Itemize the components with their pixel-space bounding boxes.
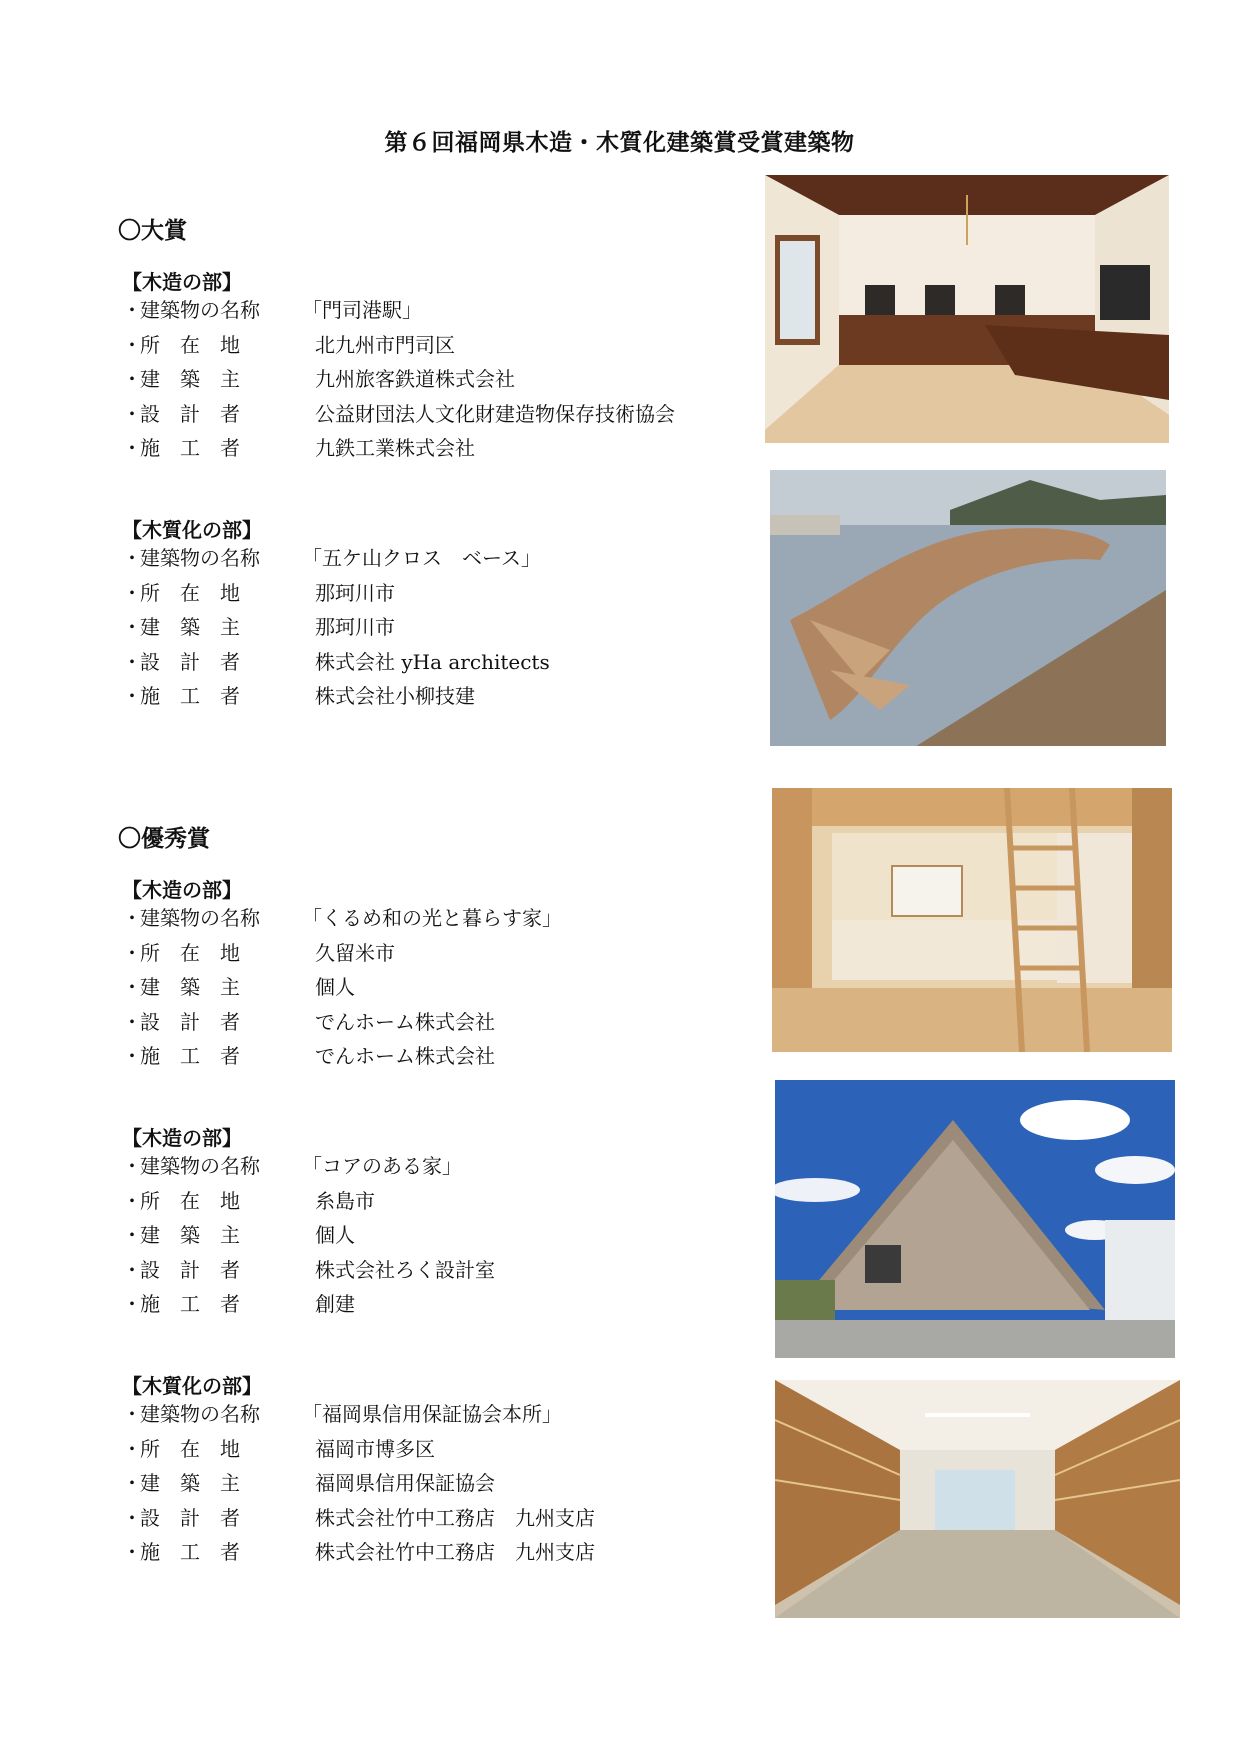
client-value: 個人 <box>315 1223 355 1247</box>
building-name: 「コアのある家」 <box>302 1154 462 1178</box>
location-value: 那珂川市 <box>315 581 395 605</box>
designer-value: 公益財団法人文化財建造物保存技術協会 <box>315 402 675 426</box>
building-name: 「くるめ和の光と暮らす家」 <box>302 906 562 930</box>
client-value: 那珂川市 <box>315 615 395 639</box>
designer-value: 株式会社ろく設計室 <box>315 1258 495 1282</box>
designer-value: 株式会社 yHa architects <box>315 650 550 674</box>
excellence-prize-heading: 〇優秀賞 <box>118 826 210 852</box>
client-value: 福岡県信用保証協会 <box>315 1471 495 1495</box>
location-value: 久留米市 <box>315 941 395 965</box>
builder-value: 株式会社竹中工務店 九州支店 <box>315 1540 595 1564</box>
builder-value: でんホーム株式会社 <box>315 1044 495 1068</box>
photo-kurume-house <box>772 788 1172 1052</box>
client-value: 九州旅客鉄道株式会社 <box>315 367 515 391</box>
photo-gokayama-cross-base <box>770 470 1166 746</box>
excellence-woodified-section: 【木質化の部】 <box>122 1374 262 1398</box>
builder-value: 九鉄工業株式会社 <box>315 436 475 460</box>
grand-prize-heading: 〇大賞 <box>118 218 187 244</box>
location-value: 糸島市 <box>315 1189 375 1213</box>
grand-woodified-section: 【木質化の部】 <box>122 518 262 542</box>
photo-credit-guarantee-hq <box>775 1380 1180 1618</box>
building-name: 「門司港駅」 <box>302 298 422 322</box>
location-value: 北九州市門司区 <box>315 333 455 357</box>
builder-value: 株式会社小柳技建 <box>315 684 475 708</box>
builder-value: 創建 <box>315 1292 355 1316</box>
grand-wood-section: 【木造の部】 <box>122 270 242 294</box>
designer-value: でんホーム株式会社 <box>315 1010 495 1034</box>
designer-value: 株式会社竹中工務店 九州支店 <box>315 1506 595 1530</box>
location-value: 福岡市博多区 <box>315 1437 435 1461</box>
excellence-wood1-section: 【木造の部】 <box>122 878 242 902</box>
excellence-wood2-section: 【木造の部】 <box>122 1126 242 1150</box>
photo-mojiko-station <box>765 175 1169 443</box>
photo-core-house <box>775 1080 1175 1358</box>
page-title: 第６回福岡県木造・木質化建築賞受賞建築物 <box>384 130 855 156</box>
building-name: 「五ケ山クロス ベース」 <box>302 546 541 570</box>
building-name: 「福岡県信用保証協会本所」 <box>302 1402 562 1426</box>
client-value: 個人 <box>315 975 355 999</box>
